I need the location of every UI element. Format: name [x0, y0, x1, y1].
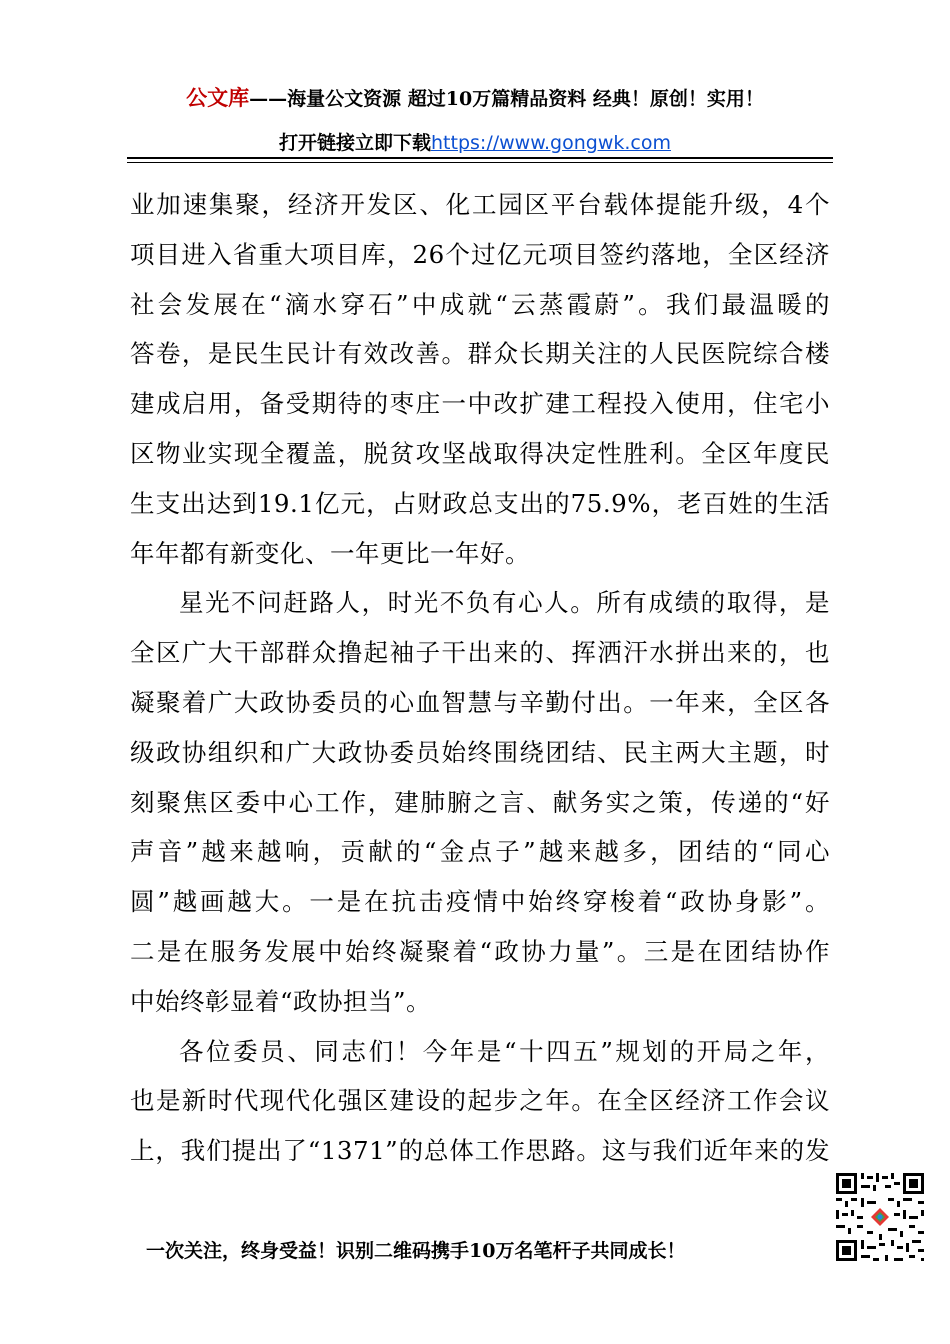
- body-line: 区物业实现全覆盖，脱贫攻坚战取得决定性胜利。全区年度民: [130, 438, 830, 468]
- download-prefix: 打开链接立即下载: [279, 132, 432, 154]
- header-tagline: ——海量公文资源 超过10万篇精品资料 经典！原创！实用！: [249, 88, 764, 110]
- header-download-line: [0, 128, 950, 155]
- body-line: 建成启用，备受期待的枣庄一中改扩建工程投入使用，住宅小: [130, 389, 830, 419]
- header-divider-thick: [127, 157, 833, 159]
- brand-name: 公文库: [186, 85, 250, 110]
- body-line: 二是在服务发展中始终凝聚着“政协力量”。三是在团结协作: [130, 936, 830, 966]
- body-line: 圆”越画越大。一是在抗击疫情中始终穿梭着“政协身影”。: [130, 887, 830, 917]
- header-divider-thin: [127, 162, 833, 163]
- body-line: 项目进入省重大项目库，26个过亿元项目签约落地，全区经济: [130, 239, 830, 269]
- body-line-paragraph-start: 星光不问赶路人，时光不负有心人。所有成绩的取得，是: [179, 588, 830, 618]
- body-line: 刻聚焦区委中心工作，建肺腑之言、献务实之策，传递的“好: [130, 787, 830, 817]
- document-body: [130, 180, 830, 1176]
- body-line: 凝聚着广大政协委员的心血智慧与辛勤付出。一年来，全区各: [130, 687, 830, 717]
- body-line: 年年都有新变化、一年更比一年好。: [130, 538, 530, 568]
- body-line: 社会发展在“滴水穿石”中成就“云蒸霞蔚”。我们最温暖的: [130, 289, 830, 319]
- qr-code-icon[interactable]: [833, 1170, 927, 1264]
- qr-code-graphic: [833, 1170, 927, 1264]
- body-line: 声音”越来越响，贡献的“金点子”越来越多，团结的“同心: [130, 837, 830, 867]
- body-line: 生支出达到19.1亿元，占财政总支出的75.9%，老百姓的生活: [130, 488, 830, 518]
- download-link[interactable]: https://www.gongwk.com: [431, 132, 671, 154]
- header-tagline-line: [0, 82, 950, 112]
- body-line: 答卷，是民生民计有效改善。群众长期关注的人民医院综合楼: [130, 339, 830, 369]
- body-line: 上，我们提出了“1371”的总体工作思路。这与我们近年来的发: [130, 1136, 830, 1166]
- body-line: 中始终彰显着“政协担当”。: [130, 986, 432, 1016]
- footer-slogan: 一次关注，终身受益！识别二维码携手10万名笔杆子共同成长！: [146, 1240, 686, 1262]
- body-line: 也是新时代现代化强区建设的起步之年。在全区经济工作会议: [130, 1086, 830, 1116]
- body-line: 全区广大干部群众撸起袖子干出来的、挥洒汗水拼出来的，也: [130, 638, 830, 668]
- body-line: 业加速集聚，经济开发区、化工园区平台载体提能升级，4个: [130, 190, 830, 219]
- body-line-paragraph-start: 各位委员、同志们！今年是“十四五”规划的开局之年，: [179, 1036, 830, 1066]
- body-line: 级政协组织和广大政协委员始终围绕团结、民主两大主题，时: [130, 737, 830, 767]
